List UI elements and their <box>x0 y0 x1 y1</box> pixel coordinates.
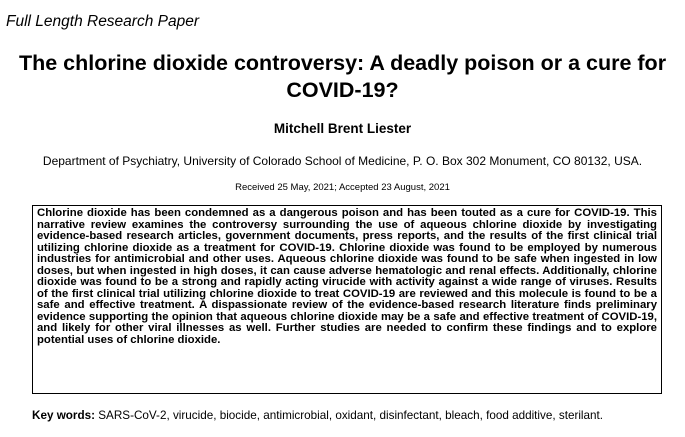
received-accepted-dates: Received 25 May, 2021; Accepted 23 August, 2021 <box>235 182 450 193</box>
keywords-line <box>32 409 603 422</box>
paper-title: The chlorine dioxide controversy: A deadly poison or a cure for COVID-19? <box>18 51 667 102</box>
author-name: Mitchell Brent Liester <box>273 121 412 136</box>
abstract-box <box>32 205 662 394</box>
author-affiliation: Department of Psychiatry, University of Colorado School of Medicine, P. O. Box 302 Monument, CO 80132, USA. <box>42 154 643 168</box>
abstract-text: Chlorine dioxide has been condemned as a dangerous poison and has been touted as a cure for COVID-19. This narrative review examines the controversy surrounding the use of aqueous chlorine dioxide by investigating evidence-based research articles, government documents, press reports, and the results of the first clinical trial utilizing chlorine dioxide as a treatment for COVID-19. Chlorine dioxide was found to be employed by numerous industries for antimicrobial and other uses. Aqueous chlorine dioxide was found to be safe when ingested in low doses, but when ingested in high doses, it can cause adverse hematologic and renal effects. Additionally, chlorine dioxide was found to be a strong and rapidly acting virucide with activity against a wide range of viruses. Results of the first clinical trial utilizing chlorine dioxide to treat COVID-19 are reviewed and this molecule is found to be a safe and effective treatment. A dispassionate review of the evidence-based research literature finds preliminary evidence supporting the opinion that aqueous chlorine dioxide may be a safe and effective treatment of COVID-19, and likely for other viral illnesses as well. Further studies are needed to confirm these findings and to explore potential uses of chlorine dioxide. <box>37 207 657 346</box>
paper-type-label: Full Length Research Paper <box>6 13 200 30</box>
keywords-label: Key words: <box>32 409 95 422</box>
keywords-list: SARS-CoV-2, virucide, biocide, antimicrobial, oxidant, disinfectant, bleach, food additive, sterilant. <box>98 409 604 422</box>
